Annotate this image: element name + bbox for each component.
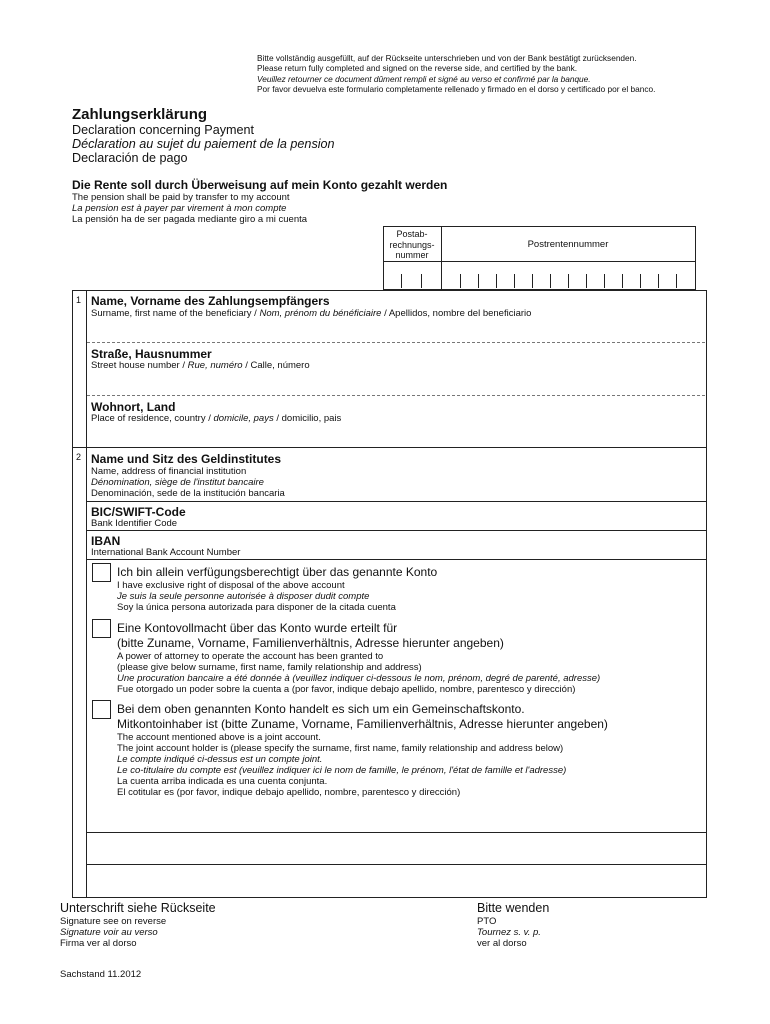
page-title: Zahlungserklärung xyxy=(72,106,208,123)
instruction-es: Por favor devuelva este formulario completamente rellenado y firmado en el dorso y certificado por el banco. xyxy=(257,83,656,94)
bank-es: Denominación, sede de la institución bancaria xyxy=(91,488,285,499)
bank-en: Name, address of financial institution xyxy=(91,466,247,477)
pto-en: PTO xyxy=(477,916,497,927)
option-2-en-1: A power of attorney to operate the account has been granted to xyxy=(117,651,384,662)
power-of-attorney-checkbox[interactable] xyxy=(92,619,111,638)
signature-es: Firma ver al dorso xyxy=(60,938,137,949)
postal-number-label: Postrentennummer xyxy=(527,239,609,250)
city-heading: Wohnort, Land xyxy=(91,400,176,414)
name-translations: Surname, first name of the beneficiary / Nom, prénom du bénéficiaire / Apellidos, nombre del beneficiario xyxy=(91,308,532,319)
transfer-fr: La pension est à payer par virement à mon compte xyxy=(72,203,287,214)
street-heading: Straße, Hausnummer xyxy=(91,347,212,361)
exclusive-right-checkbox[interactable] xyxy=(92,563,111,582)
city-translations: Place of residence, country / domicile, pays / domicilio, pais xyxy=(91,413,342,424)
signature-heading: Unterschrift siehe Rückseite xyxy=(60,901,216,915)
subtitle-fr: Déclaration au sujet du paiement de la pension xyxy=(72,137,335,151)
bic-heading: BIC/SWIFT-Code xyxy=(91,505,186,519)
bank-fr: Dénomination, siège de l'institut bancaire xyxy=(91,477,264,488)
subtitle-en: Declaration concerning Payment xyxy=(72,123,255,137)
iban-heading: IBAN xyxy=(91,534,121,548)
option-3-fr-2: Le co-titulaire du compte est (veuillez indiquer ici le nom de famille, le prénom, l'état de famille et l'adresse) xyxy=(117,765,567,776)
transfer-en: The pension shall be paid by transfer to my account xyxy=(72,192,290,203)
postal-code-label: Postab- rechnungs- nummer xyxy=(389,229,435,260)
name-heading: Name, Vorname des Zahlungsempfängers xyxy=(91,294,330,308)
option-1-en: I have exclusive right of disposal of the above account xyxy=(117,580,345,591)
instructions xyxy=(257,53,655,94)
option-2-es: Fue otorgado un poder sobre la cuenta a (por favor, indique debajo apellido, nombre, parentesco y dirección) xyxy=(117,684,576,695)
section-2-number: 2 xyxy=(76,452,82,462)
postal-code-input[interactable] xyxy=(384,262,441,288)
option-3-en-1: The account mentioned above is a joint account. xyxy=(117,732,321,743)
option-2-en-2: (please give below surname, first name, family relationship and address) xyxy=(117,662,422,673)
bic-en: Bank Identifier Code xyxy=(91,518,178,529)
street-translations: Street house number / Rue, numéro / Calle, número xyxy=(91,360,310,371)
signature-fr: Signature voir au verso xyxy=(60,927,158,938)
option-2-fr: Une procuration bancaire a été donnée à (veuillez indiquer ci-dessous le nom, prénom, degré de parenté, adresse) xyxy=(117,673,601,684)
option-3-es-1: La cuenta arriba indicada es una cuenta conjunta. xyxy=(117,776,328,787)
write-in-line-2[interactable] xyxy=(87,865,705,896)
pto-heading: Bitte wenden xyxy=(477,901,550,915)
section-1-number: 1 xyxy=(76,295,82,305)
option-1-es: Soy la única persona autorizada para disponer de la citada cuenta xyxy=(117,602,396,613)
bank-heading: Name und Sitz des Geldinstitutes xyxy=(91,452,282,466)
signature-en: Signature see on reverse xyxy=(60,916,167,927)
instruction-de: Bitte vollständig ausgefüllt, auf der Rückseite unterschrieben und von der Bank bestätigt zurücksenden. xyxy=(257,53,637,63)
instruction-en: Please return fully completed and signed on the reverse side, and certified by the bank. xyxy=(257,63,578,74)
joint-account-checkbox[interactable] xyxy=(92,700,111,719)
option-2-heading-2: (bitte Zuname, Vorname, Familienverhältnis, Adresse hierunter angeben) xyxy=(117,636,504,650)
iban-en: International Bank Account Number xyxy=(91,547,241,558)
pto-fr: Tournez s. v. p. xyxy=(477,927,541,938)
option-1-heading: Ich bin allein verfügungsberechtigt über das genannte Konto xyxy=(117,565,438,579)
instruction-fr: Veuillez retourner ce document dûment rempli et signé au verso et confirmé par la banque. xyxy=(257,73,591,84)
option-1-fr: Je suis la seule personne autorisée à disposer dudit compte xyxy=(117,591,370,602)
option-3-en-2: The joint account holder is (please specify the surname, first name, family relationship and address below) xyxy=(117,743,564,754)
option-3-heading-2: Mitkontoinhaber ist (bitte Zuname, Vorname, Familienverhältnis, Adresse hierunter angeben) xyxy=(117,717,608,731)
subtitle-es: Declaración de pago xyxy=(72,151,188,165)
option-3-es-2: El cotitular es (por favor, indique debajo apellido, nombre, parentesco y dirección) xyxy=(117,787,461,798)
option-3-fr-1: Le compte indiqué ci-dessus est un compte joint. xyxy=(117,754,323,765)
version-note: Sachstand 11.2012 xyxy=(60,969,142,980)
option-3-heading-1: Bei dem oben genannten Konto handelt es sich um ein Gemeinschaftskonto. xyxy=(117,702,525,716)
option-2-heading-1: Eine Kontovollmacht über das Konto wurde erteilt für xyxy=(117,621,398,635)
pto-es: ver al dorso xyxy=(477,938,527,949)
write-in-line-1[interactable] xyxy=(87,833,705,864)
transfer-heading: Die Rente soll durch Überweisung auf mein Konto gezahlt werden xyxy=(72,178,448,192)
transfer-es: La pensión ha de ser pagada mediante giro a mi cuenta xyxy=(72,214,308,225)
